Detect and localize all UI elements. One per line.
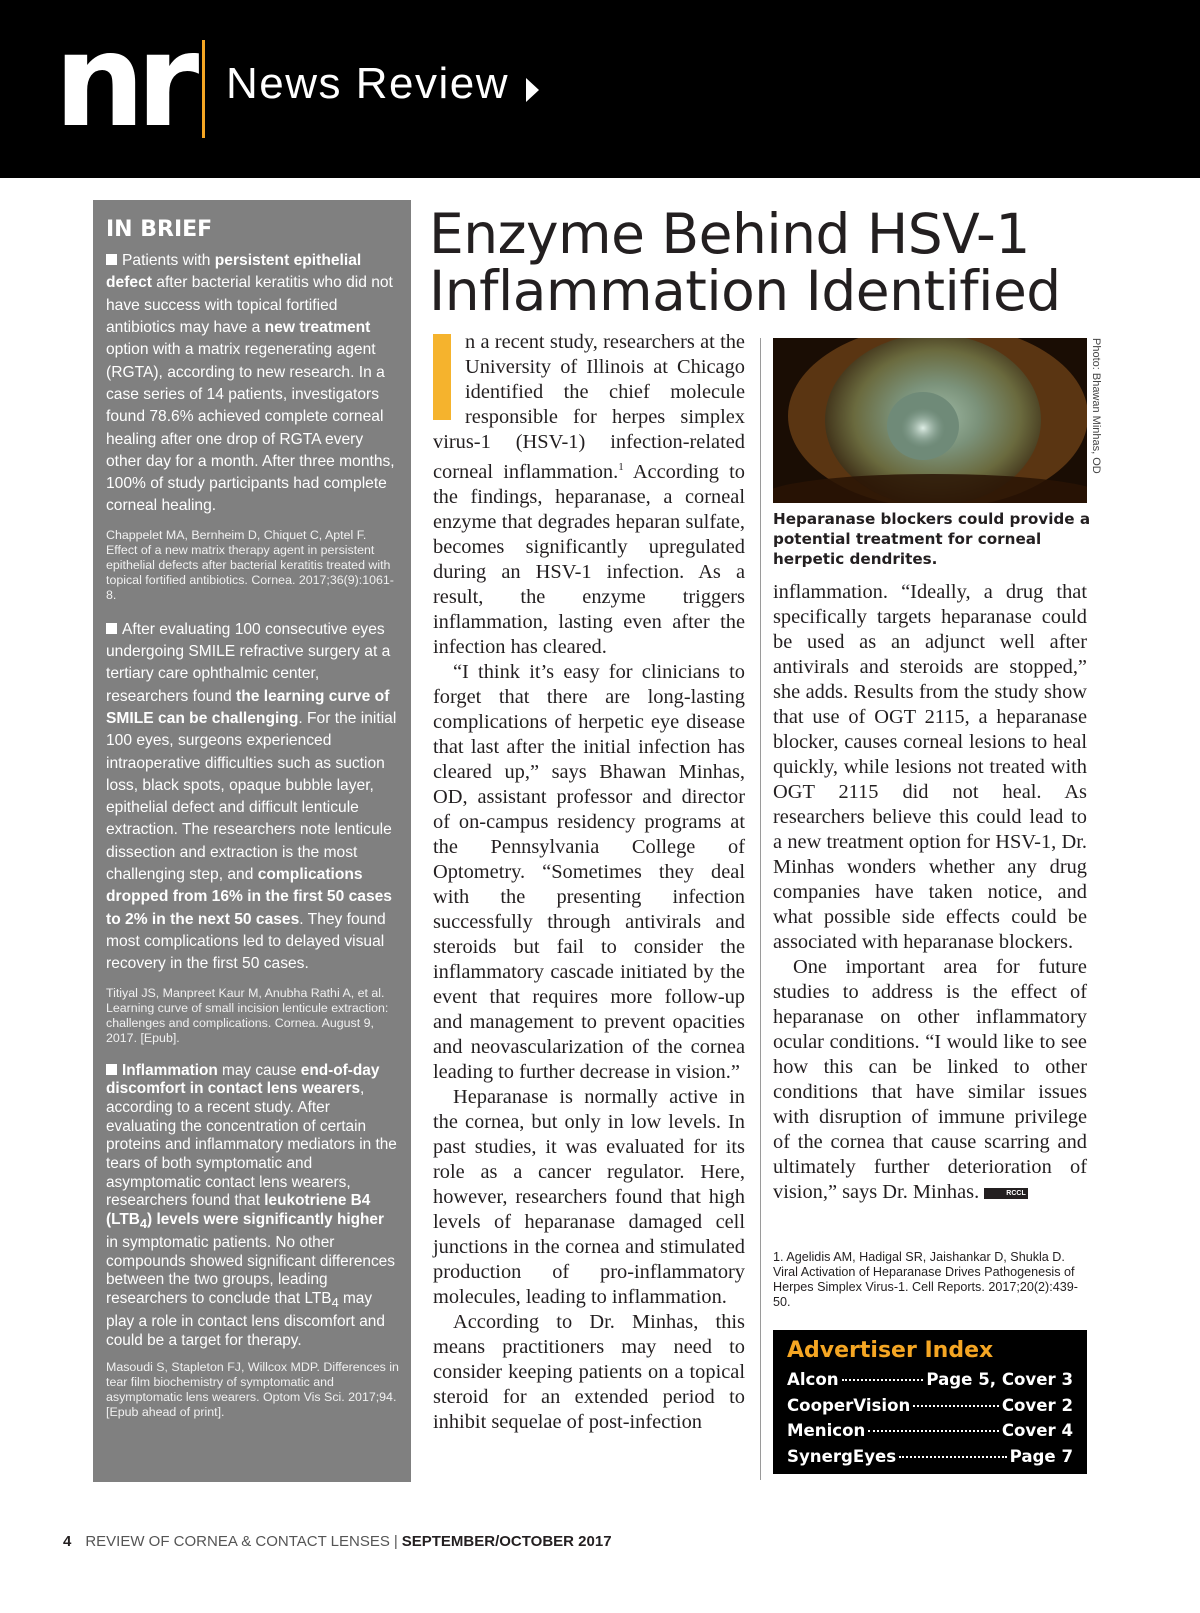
brief-citation-3: Masoudi S, Stapleton FJ, Willcox MDP. Differences in tear film biochemistry of symptomatic and asymptomatic lens wearers. Optom Vis Sci. 2017;94. [Epub ahead of print]. <box>106 1360 399 1420</box>
advertiser-row <box>787 1393 1073 1419</box>
leader-dots <box>913 1405 999 1407</box>
issue-date: SEPTEMBER/OCTOBER 2017 <box>401 1533 612 1550</box>
brief-text: after bacterial keratitis who did not have success with topical fortified antibiotics may have a <box>106 274 393 337</box>
brief-citation-1: Chappelet MA, Bernheim D, Chiquet C, Aptel F. Effect of a new matrix therapy agent in persistent epithelial defects after bacterial keratitis treated with topical fortified antibiotics. Cornea. 2017;36(9):1061-8. <box>106 527 394 602</box>
in-brief-title: IN BRIEF <box>106 217 213 242</box>
advertiser-name: CooperVision <box>787 1395 911 1415</box>
article-paragraph: Heparanase is normally active in the cornea, but only in low levels. In past studies, it was evaluated for its role as a cancer regulator. Here, however, researchers found that high levels of heparanase damaged cell junctions in the cornea and stimulated production of pro-inflammatory molecules, leading to inflammation. <box>433 1085 745 1308</box>
masthead <box>0 0 1200 178</box>
logo-divider <box>202 40 205 138</box>
subscript: 4 <box>331 1295 339 1311</box>
reference: 1. Agelidis AM, Hadigal SR, Jaishankar D, Shukla D. Viral Activation of Heparanase Drives Pathogenesis of Herpes Simplex Virus-1. Cell Reports. 2017;20(2):439-50. <box>773 1250 1078 1309</box>
page-number: 4 <box>63 1533 72 1550</box>
bullet-square-icon <box>106 623 117 634</box>
brief-text: . For the initial 100 eyes, surgeons experienced intraoperative difficulties such as suction loss, black spots, opaque bubble layer, epithelial defect and difficult lenticule extraction. The researchers note lenticule dissection and extraction is the most challenging step, and <box>106 709 397 884</box>
brief-text: in symptomatic patients. No other compounds showed significant differences between the two groups, leading researchers to conclude that LTB <box>106 1233 395 1308</box>
footer-separator: | <box>393 1533 398 1550</box>
advertiser-name: SynergEyes <box>787 1446 897 1466</box>
leader-dots <box>842 1379 924 1381</box>
advertiser-name: Alcon <box>787 1370 839 1389</box>
brief-highlight: Inflammation <box>122 1061 218 1079</box>
section-title: News Review <box>226 59 510 108</box>
photo-credit-text: Photo: Bhawan Minhas, OD <box>1090 338 1102 474</box>
brief-highlight: new treatment <box>264 319 371 337</box>
brief-highlight: the learning curve of SMILE can be challenging <box>106 687 390 727</box>
nr-logo: nr <box>54 7 191 156</box>
brief-text: After evaluating 100 consecutive eyes undergoing SMILE refractive surgery at a tertiary care ophthalmic center, researchers found <box>106 620 391 705</box>
advertiser-page: Page 5, Cover 3 <box>926 1370 1073 1389</box>
article-column-1 <box>433 330 745 1435</box>
article-paragraph: “I think it’s easy for clinicians to forget that there are long-lasting complications of herpetic eye disease that last after the initial infection has cleared up,” says Bhawan Minhas, OD, assistant professor and director of on-campus residency programs at the Pennsylvania College of Optometry. “Sometimes they deal with the presenting infection successfully through antivirals and steroids but fail to consider the inflammatory cascade initiated by the event that requires more follow-up and management to prevent opacities and neovascularization of the cornea leading to further decrease in vision.” <box>433 660 745 1083</box>
brief-item-2 <box>106 619 399 976</box>
brief-highlight: end-of-day discomfort in contact lens wearers <box>106 1061 380 1098</box>
photo-credit <box>1088 338 1104 503</box>
brief-text: Patients with <box>122 252 215 270</box>
advertiser-page: Cover 2 <box>1001 1395 1073 1415</box>
advertiser-page: Page 7 <box>1009 1446 1073 1466</box>
brief-highlight: leukotriene B4 (LTB <box>106 1192 371 1229</box>
advertiser-row <box>787 1418 1073 1444</box>
article-paragraph: According to Dr. Minhas, this means practitioners may need to consider keeping patients on a topical steroid for an extended period to inhibit sequelae of post-infection <box>433 1310 745 1433</box>
article-headline: Enzyme Behind HSV-1 Inflammation Identified <box>429 202 1061 323</box>
paragraph-text: According to the findings, heparanase, a corneal enzyme that degrades heparan sulfate, becomes significantly upregulated during an HSV-1 infection. As a result, the enzyme triggers inflammation, lasting even after the infection has cleared. <box>433 460 745 658</box>
brief-text: may play a role in contact lens discomfort and could be a target for therapy. <box>106 1290 385 1349</box>
advertiser-row <box>787 1367 1073 1393</box>
brief-text: option with a matrix regenerating agent (RGTA), according to new research. In a case series of 14 patients, investigators found 78.6% achieved complete corneal healing after one drop of RGTA every other day for a month. After three months, 100% of study participants had complete corneal healing. <box>106 341 395 515</box>
brief-citation-2: Titiyal JS, Manpreet Kaur M, Anubha Rathi A, et al. Learning curve of small incision lenticule extraction: challenges and complications. Cornea. August 9, 2017. [Epub]. <box>106 985 389 1045</box>
photo-caption: Heparanase blockers could provide a potential treatment for corneal herpetic dendrites. <box>773 510 1091 568</box>
in-brief-sidebar <box>93 200 411 1482</box>
eye-photo <box>773 338 1087 503</box>
article-column-2 <box>773 580 1087 1205</box>
footnote-marker: 1 <box>618 461 624 473</box>
paragraph-text: One important area for future studies to address is the effect of heparanase on other inflammatory ocular conditions. “I would like to see how this can be linked to other conditions that have similar issues with disruption of immune privilege of the cornea that cause scarring and ultimately further deterioration of vision,” says Dr. Minhas. <box>773 956 1087 1203</box>
paragraph-text: n a recent study, researchers at the University of Illinois at Chicago identified the chief molecule responsible for herpes simplex virus-1 (HSV-1) infection-related corneal inflammation. <box>433 331 745 483</box>
article-paragraph: inflammation. “Ideally, a drug that specifically targets heparanase could be used as an adjunct well after antivirals and steroids are stopped,” she adds. Results from the study show that use of OGT 2115, a heparanase blocker, causes corneal lesions to heal quickly, while lesions not treated with OGT 2115 did not heal. As researchers believe this could lead to a new treatment option for HSV-1, Dr. Minhas wonders whether any drug companies have taken notice, and what possible side effects could be associated with heparanase blockers. <box>773 581 1087 953</box>
brief-text: . They found most complications led to delayed visual recovery in the first 50 cases. <box>106 910 386 973</box>
bullet-square-icon <box>106 1064 117 1075</box>
brief-highlight: ) levels were significantly higher <box>147 1211 384 1229</box>
leader-dots <box>868 1430 999 1432</box>
advertiser-index-title: Advertiser Index <box>787 1338 994 1363</box>
publication-name: REVIEW OF CORNEA & CONTACT LENSES <box>85 1533 390 1550</box>
advertiser-name: Menicon <box>787 1421 866 1440</box>
advertiser-page: Cover 4 <box>1001 1421 1073 1440</box>
article-paragraph <box>433 330 745 660</box>
brief-item-1 <box>106 250 399 518</box>
brief-highlight: complications dropped from 16% in the first 50 cases to 2% in the next 50 cases <box>106 866 392 928</box>
brief-highlight: persistent epithelial defect <box>106 252 362 292</box>
advertiser-row <box>787 1444 1073 1470</box>
drop-cap <box>433 334 451 420</box>
brief-item-3 <box>106 1062 399 1351</box>
eye-image <box>773 338 1087 503</box>
subscript: 4 <box>139 1216 148 1232</box>
article-paragraph <box>773 955 1087 1205</box>
bullet-square-icon <box>106 254 117 265</box>
page-footer <box>63 1533 612 1550</box>
end-mark-logo: RCCL <box>984 1188 1027 1199</box>
leader-dots <box>899 1456 1006 1458</box>
brief-text: may cause <box>217 1061 301 1079</box>
advertiser-index <box>773 1330 1087 1474</box>
play-arrow-icon <box>526 78 539 102</box>
brief-text: , according to a recent study. After evaluating the concentration of certain proteins and inflammatory mediators in the tears of both symptomatic and asymptomatic contact lens wearers, researchers found that <box>106 1080 397 1210</box>
column-divider <box>760 338 761 1480</box>
